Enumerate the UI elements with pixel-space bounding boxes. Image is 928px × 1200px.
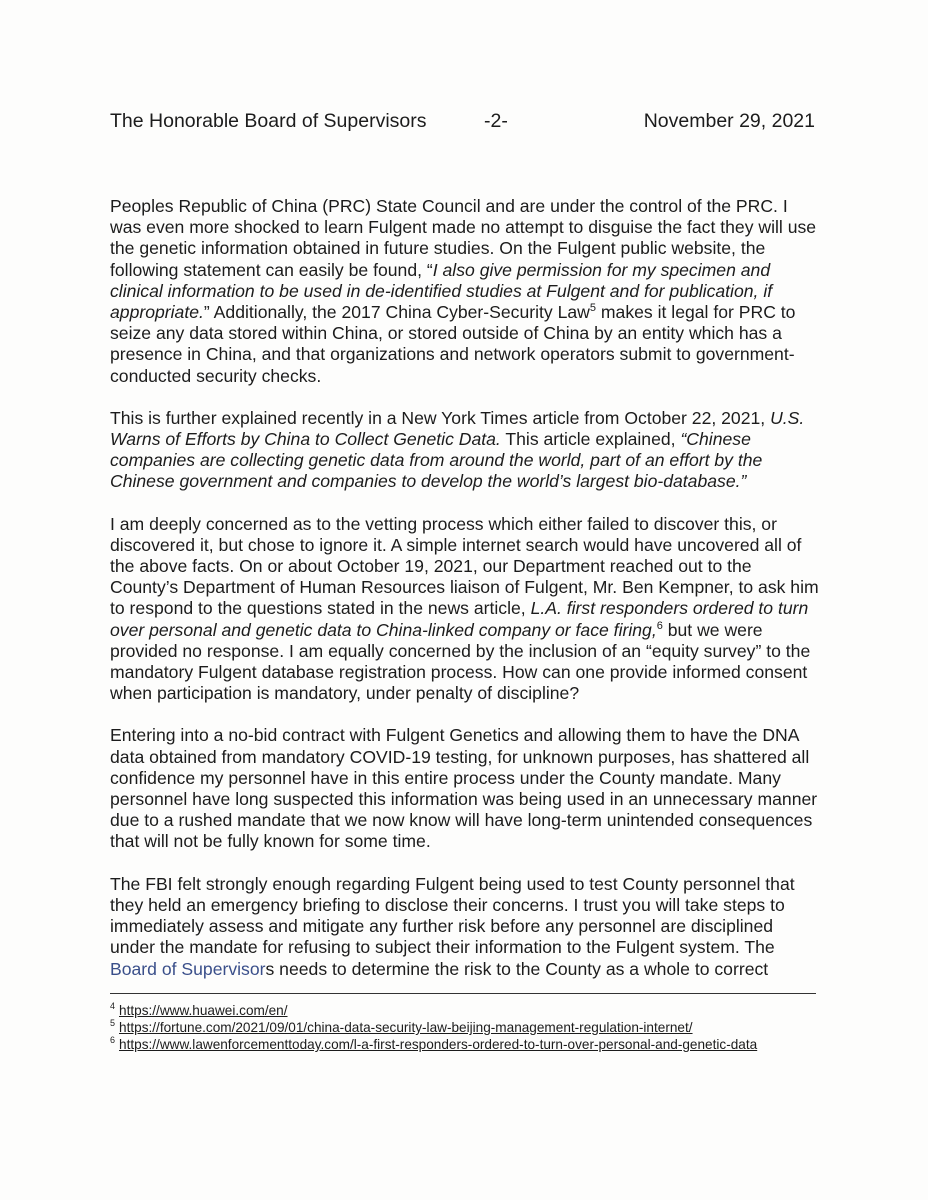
- footnote-number: 5: [110, 1018, 116, 1029]
- board-of-supervisors-highlight: Board of Supervisor: [110, 958, 266, 979]
- footnotes: [110, 1002, 816, 1053]
- paragraph-5: The FBI felt strongly enough regarding Fulgent being used to test County personnel that they held an emergency briefing to disclose their concerns. I trust you will take steps to immediately assess and mitigate any further risk before any personnel are disciplined under the mandate for refusing to subject their information to the Fulgent system. The Board of Supervisors needs to determine the risk to the County as a whole to correct: [110, 873, 795, 979]
- news-article-title: L.A. first responders ordered to turn over personal and genetic data to China-linked company or face firing,: [110, 598, 809, 640]
- footnote-link-fortune[interactable]: https://fortune.com/2021/09/01/china-data-security-law-beijing-management-regulation-internet/: [119, 1020, 693, 1035]
- header-page-number: -2-: [484, 110, 508, 132]
- footnote-number: 6: [110, 1035, 116, 1046]
- nyt-article-quote: “Chinese companies are collecting genetic data from around the world, part of an effort by the Chinese government and companies to develop the world’s largest bio-database.”: [110, 429, 763, 492]
- letter-body: [110, 196, 822, 1001]
- page-header: [110, 110, 815, 136]
- footnote-ref-5: 5: [589, 302, 596, 315]
- header-recipient: The Honorable Board of Supervisors: [110, 110, 427, 132]
- header-date: November 29, 2021: [643, 110, 815, 132]
- footnote-5: [110, 1019, 816, 1036]
- nyt-article-title: U.S. Warns of Efforts by China to Collect Genetic Data.: [110, 407, 805, 450]
- footnote-divider: [110, 993, 816, 994]
- paragraph-3: I am deeply concerned as to the vetting process which either failed to discover this, or discovered it, but chose to ignore it. A simple internet search would have uncovered all of the above facts. On or about October 19, 2021, our Department reached out to the County’s Department of Human Resources liaison of Fulgent, Mr. Ben Kempner, to ask him to respond to the questions stated in the news article, L.A. first responders ordered to turn over personal and genetic data to China-linked company or face firing,$^6$ but we were provided no response. I am equally concerned by the inclusion of an “equity survey” to the mandatory Fulgent database registration process. How can one provide informed consent when participation is mandatory, under penalty of discipline?: [110, 513, 819, 704]
- footnote-ref-6: 6: [656, 619, 663, 632]
- paragraph-1: Peoples Republic of China (PRC) State Council and are under the control of the PRC. I was even more shocked to learn Fulgent made no attempt to disguise the fact they will use the genetic information obtained in future studies. On the Fulgent public website, the following statement can easily be found, “I also give permission for my specimen and clinical information to be used in de-identified studies at Fulgent and for publication, if appropriate.” Additionally, the 2017 China Cyber-Security Law$^5$ makes it legal for PRC to seize any data stored within China, or stored outside of China by an entity which has a presence in China, and that organizations and network operators submit to government-conducted security checks.: [110, 196, 817, 386]
- paragraph-2: This is further explained recently in a New York Times article from October 22, 2021, U.S. Warns of Efforts by China to Collect Genetic Data. This article explained, “Chinese companies are collecting genetic data from around the world, part of an effort by the Chinese government and companies to develop the world’s largest bio-database.”: [110, 407, 805, 492]
- footnote-6: [110, 1036, 816, 1053]
- footnote-4: [110, 1002, 816, 1019]
- footnote-link-lawenforcementtoday[interactable]: https://www.lawenforcementtoday.com/l-a-first-responders-ordered-to-turn-over-personal-and-genetic-data: [119, 1037, 758, 1052]
- footnote-number: 4: [110, 1001, 116, 1012]
- fulgent-website-quote: I also give permission for my specimen and clinical information to be used in de-identified studies at Fulgent and for publication, if appropriate.: [110, 259, 773, 323]
- paragraph-4: Entering into a no-bid contract with Fulgent Genetics and allowing them to have the DNA data obtained from mandatory COVID-19 testing, for unknown purposes, has shattered all confidence my personnel have in this entire process under the County mandate. Many personnel have long suspected this information was being used in an unnecessary manner due to a rushed mandate that we now know will have long-term unintended consequences that will not be fully known for some time.: [110, 725, 818, 852]
- footnote-link-huawei[interactable]: https://www.huawei.com/en/: [119, 1003, 288, 1018]
